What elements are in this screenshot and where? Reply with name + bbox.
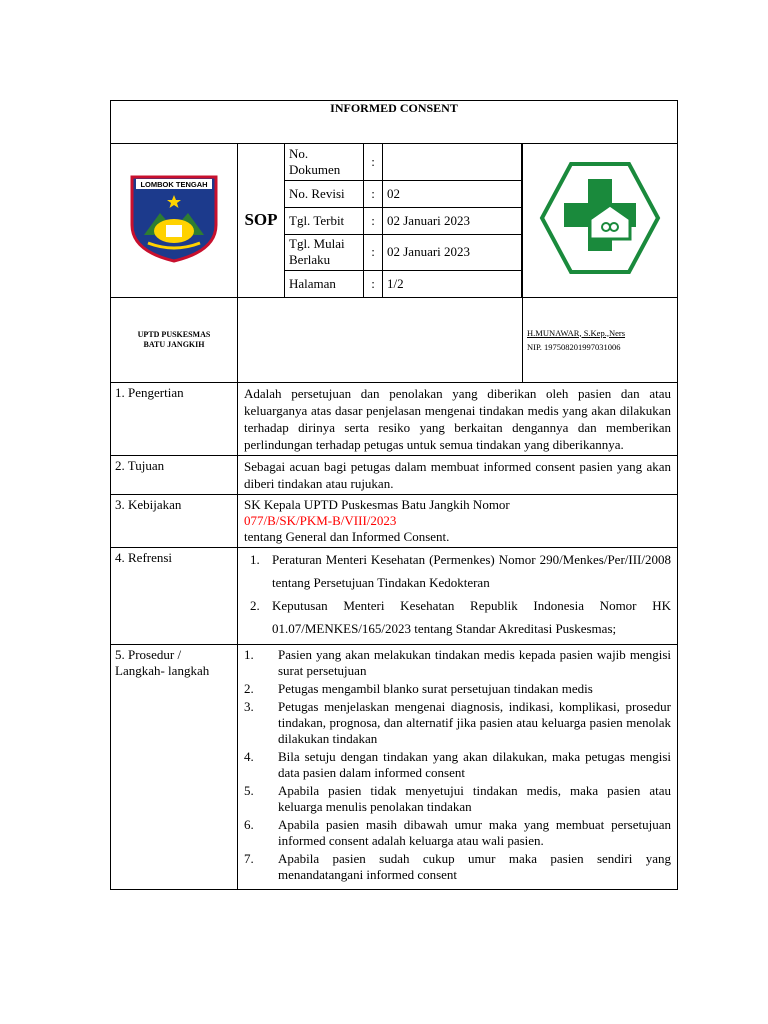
list-item-number: 1. (250, 551, 260, 567)
logo-text: LOMBOK TENGAH (140, 179, 208, 189)
list-item-text: Keputusan Menteri Kesehatan Republik Indonesia Nomor HK 01.07/MENKES/165/2023 tentang Standar Akreditasi Puskesmas; (272, 597, 671, 636)
sop-document (110, 100, 677, 890)
list-item (240, 681, 671, 697)
meta-sep: : (364, 270, 383, 297)
list-item (240, 851, 671, 883)
list-item-number: 5. (244, 782, 254, 798)
puskesmas-logo-icon (538, 161, 662, 275)
list-item-text: Apabila pasien sudah cukup umur maka pasien sendiri yang menandatangani informed consent (278, 850, 671, 882)
organization-cell (111, 297, 238, 382)
org-line-1: UPTD PUSKESMAS (137, 329, 211, 339)
meta-row (285, 180, 522, 207)
list-item (240, 647, 671, 679)
list-item-number: 6. (244, 816, 254, 832)
meta-value (383, 144, 522, 180)
puskesmas-logo-cell (523, 144, 678, 298)
signature-cell (523, 297, 678, 382)
meta-value: 02 (383, 180, 522, 207)
section-label-pengertian: 1. Pengertian (111, 382, 238, 455)
meta-value: 1/2 (383, 270, 522, 297)
meta-value: 02 Januari 2023 (383, 234, 522, 270)
lombok-tengah-logo-cell (111, 144, 238, 298)
org-line-2: BATU JANGKIH (143, 339, 205, 349)
document-meta-table (285, 144, 522, 297)
list-item (244, 594, 671, 640)
list-item (240, 749, 671, 781)
list-item-number: 2. (250, 597, 260, 613)
meta-sep: : (364, 180, 383, 207)
meta-row (285, 207, 522, 234)
meta-sep: : (364, 234, 383, 270)
meta-sep: : (364, 144, 383, 180)
list-item-text: Apabila pasien tidak menyetujui tindakan medis, maka pasien atau keluarga menulis penolakan tindakan (278, 782, 671, 814)
list-item (240, 783, 671, 815)
list-item-text: Peraturan Menteri Kesehatan (Permenkes) Nomor 290/Menkes/Per/III/2008 tentang Persetujuan Tindakan Kedokteran (272, 551, 671, 590)
meta-key: Tgl. Mulai Berlaku (285, 234, 364, 270)
list-item-number: 2. (244, 680, 254, 696)
section-label-referensi: 4. Refrensi (111, 547, 238, 644)
meta-key: No. Revisi (285, 180, 364, 207)
meta-key: Halaman (285, 270, 364, 297)
list-item (240, 817, 671, 849)
list-item-text: Bila setuju dengan tindakan yang akan dilakukan, maka petugas mengisi data pasien dalam informed consent (278, 748, 671, 780)
meta-key: No. Dokumen (285, 144, 364, 180)
list-item-number: 1. (244, 646, 254, 662)
section-body-pengertian: Adalah persetujuan dan penolakan yang diberikan oleh pasien dan atau keluarganya atas dasar penjelasan mengenai tindakan medis yang akan dilakukan terhadap dirinya serta resiko yang berkaitan dengannya dan memberikan perlindungan terhadap petugas untuk semua tindakan yang diberikannya. (238, 382, 678, 455)
meta-sep: : (364, 207, 383, 234)
kebijakan-line-3: tentang General dan Informed Consent. (244, 528, 450, 544)
referensi-list (244, 548, 671, 640)
list-item (240, 699, 671, 747)
section-label-prosedur: 5. Prosedur / Langkah- langkah (111, 644, 238, 889)
meta-row (285, 270, 522, 297)
list-item-number: 4. (244, 748, 254, 764)
sop-label: SOP (238, 144, 285, 298)
meta-key: Tgl. Terbit (285, 207, 364, 234)
list-item-text: Apabila pasien masih dibawah umur maka yang membuat persetujuan informed consent adalah keluarga atau wali pasien. (278, 816, 671, 848)
list-item-number: 7. (244, 850, 254, 866)
list-item-number: 3. (244, 698, 254, 714)
section-body-referensi (238, 547, 678, 644)
list-item-text: Petugas mengambil blanko surat persetujuan tindakan medis (278, 680, 593, 696)
blank-cell (238, 297, 523, 382)
meta-value: 02 Januari 2023 (383, 207, 522, 234)
document-title: INFORMED CONSENT (111, 101, 678, 144)
signer-nip: NIP. 197508201997031006 (527, 341, 621, 352)
section-body-kebijakan (238, 494, 678, 547)
list-item (244, 548, 671, 594)
signer-name: H.MUNAWAR, S.Kep.,Ners (527, 327, 626, 338)
document-meta-cell (285, 144, 523, 298)
prosedur-list (240, 647, 671, 883)
list-item-text: Petugas menjelaskan mengenai diagnosis, indikasi, komplikasi, prosedur tindakan, prognosa, dan alternatif jika pasien atau keluarga pasien menolak dilakukan tindakan (278, 698, 671, 746)
list-item-text: Pasien yang akan melakukan tindakan medis kepada pasien wajib mengisi surat persetujuan (278, 646, 671, 678)
kebijakan-line-1: SK Kepala UPTD Puskesmas Batu Jangkih Nomor (244, 496, 510, 512)
section-label-kebijakan: 3. Kebijakan (111, 494, 238, 547)
lombok-tengah-emblem-icon (126, 173, 222, 263)
kebijakan-sk-number: 077/B/SK/PKM-B/VIII/2023 (244, 512, 397, 528)
section-body-prosedur (238, 644, 678, 889)
section-body-tujuan: Sebagai acuan bagi petugas dalam membuat informed consent pasien yang akan diberi tindakan atau rujukan. (238, 455, 678, 494)
meta-row (285, 144, 522, 180)
section-label-tujuan: 2. Tujuan (111, 455, 238, 494)
meta-row (285, 234, 522, 270)
sop-table (110, 100, 678, 890)
